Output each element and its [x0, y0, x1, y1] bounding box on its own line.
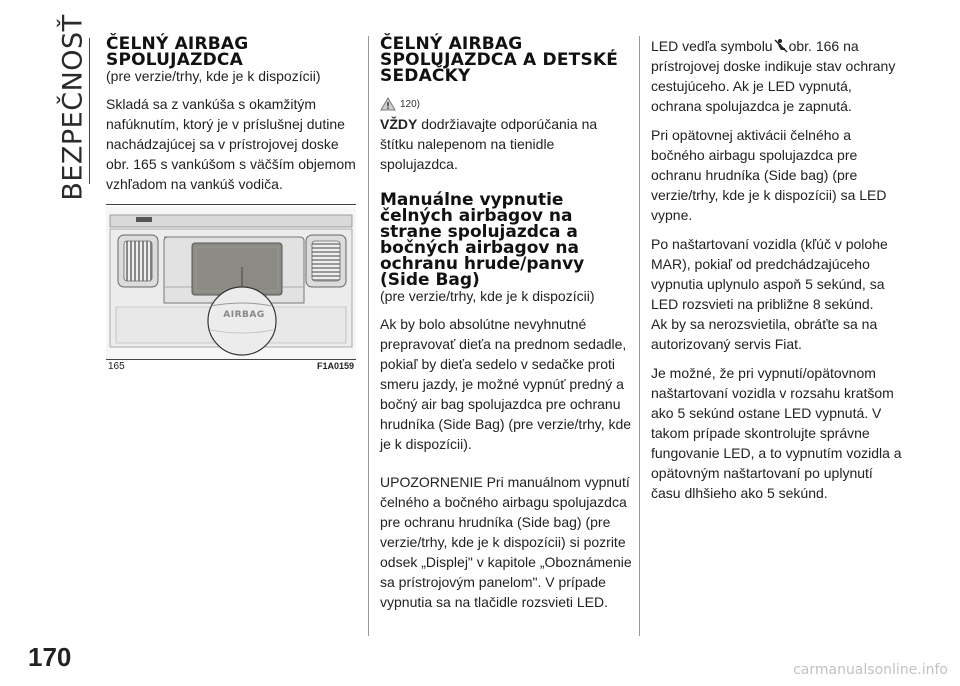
column-1 [106, 36, 356, 203]
heading-airbag-child-seats: ČELNÝ AIRBAG SPOLUJAZDCA A DETSKÉ SEDAČKY [380, 34, 619, 86]
paragraph-child-front-seat: Ak by bolo absolútne nevyhnutné prepravovať dieťa na prednom sedadle, pokiaľ by dieťa sedelo v sedačke proti smeru jazdy, je možné vypnúť predný a bočný air bag spolujazdca pre ochranu hrudníka (Side Bag) (pre verzie/trhy, kde je k dispozícii). [380, 316, 632, 452]
led-text-after: obr. 166 na prístrojovej doske indikuje stav ochrany cestujúceho. Ak je LED vypnutá, ochrana spolujazdca je zapnutá. [651, 38, 896, 114]
warning-triangle-icon [380, 97, 396, 111]
figure-bottom-rule [106, 359, 356, 360]
figure-number: 165 [108, 361, 125, 372]
column-divider-1 [368, 36, 369, 636]
always-text: dodržiavajte odporúčania na štítku nalepenom na tienidle spolujazdca. [380, 116, 598, 172]
page-number: 170 [28, 642, 72, 672]
availability-note-2: (pre verzie/trhy, kde je k dispozícii) [380, 288, 595, 304]
dashboard-illustration [106, 207, 356, 359]
paragraph-reactivation: Pri opätovnej aktivácii čelného a bočného airbagu spolujazdca pre ochranu hrudníka (Side bag) (pre verzie/trhy, kde je k dispozícii) sa LED vypne. [651, 127, 887, 223]
section-title-text: BEZPEČNOSŤ [57, 13, 89, 201]
paragraph-service: Ak by sa nerozsvietila, obráťte sa na autorizovaný servis Fiat. [651, 316, 878, 352]
heading-manual-deactivation: Manuálne vypnutie čelných airbagov na strane spolujazdca a bočných airbagov na ochranu hrude/panvy (Side Bag) [380, 190, 585, 290]
caution-number: 120) [400, 98, 421, 110]
airbag-label: AIRBAG [223, 310, 265, 320]
watermark: carmanualsonline.info [793, 662, 948, 678]
sidebar-section-title [48, 13, 98, 201]
caution-reference [380, 96, 632, 112]
figure-code: F1A0159 [316, 361, 354, 371]
paragraph-led-symbol [651, 36, 906, 116]
paragraph-startup-led: Po naštartovaní vozidla (kľúč v polohe MAR), pokiaľ od predchádzajúceho vypnutia uplynulo aspoň 5 sekúnd, sa LED rozsvieti na približne 8 sekúnd. [651, 236, 888, 312]
column-3 [651, 36, 906, 512]
figure-top-rule [106, 204, 356, 205]
paragraph-short-restart: Je možné, že pri vypnutí/opätovnom naštartovaní vozidla v rozsahu kratšom ako 5 sekúnd ostane LED vypnutá. V takom prípade skontrolujte správne fungovanie LED, a to vypnutím vozidla a opätovným naštartovaní po uplynutí času dlhšieho ako 5 sekúnd. [651, 365, 902, 501]
column-divider-2 [639, 36, 640, 636]
sidebar-divider [89, 38, 90, 184]
figure-165 [106, 204, 356, 377]
heading-passenger-airbag: ČELNÝ AIRBAG SPOLUJAZDCA [106, 34, 249, 70]
paragraph-airbag-description: Skladá sa z vankúša s okamžitým nafúknutím, ktorý je v príslušnej dutine nachádzajúcej sa v prístrojovej doske obr. 165 s vankúšom s väčším objemom vzhľadom na vankúš vodiča. [106, 96, 356, 192]
always-label: VŽDY [380, 116, 418, 132]
availability-note: (pre verzie/trhy, kde je k dispozícii) [106, 68, 321, 84]
led-text-before: LED vedľa symbolu [651, 38, 773, 54]
column-2 [380, 36, 632, 621]
paragraph-always-note [380, 114, 632, 174]
passenger-airbag-off-icon [773, 38, 789, 54]
paragraph-notice-display: UPOZORNENIE Pri manuálnom vypnutí čelného a bočného airbagu spolujazdca pre ochranu hrudníka (Side bag) (pre verzie/trhy, kde je k dispozícii) si pozrite odsek „Displej" v kapitole „Oboznámenie sa prístrojovým panelom". V prípade vypnutia sa na tlačidle rozsvieti LED. [380, 474, 632, 610]
